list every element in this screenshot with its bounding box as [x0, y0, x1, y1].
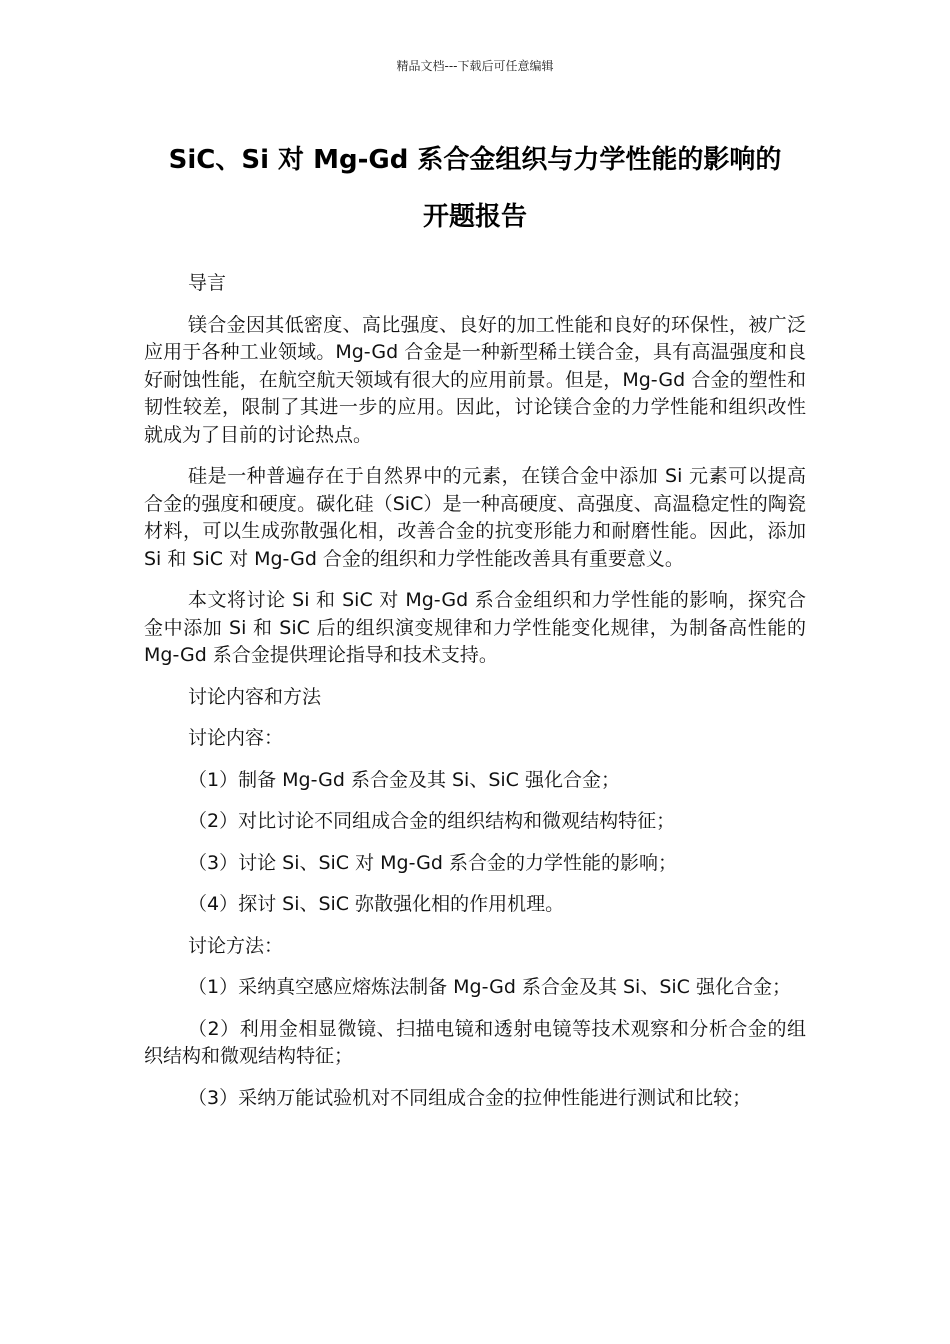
subheading-methods: 讨论方法：: [188, 934, 284, 957]
list-item: （1）制备 Mg-Gd 系合金及其 Si、SiC 强化合金；: [188, 768, 620, 791]
title-line-2: 开题报告: [422, 202, 527, 232]
body-paragraph: 硅是一种普遍存在于自然界中的元素，在镁合金中添加 Si 元素可以提高合金的强度和硬度。碳化硅（SiC）是一种高硬度、高强度、高温稳定性的陶瓷材料，可以生成弥散强化相，改善合金的抗变形能力和耐磨性能。因此，添加 Si 和 SiC 对 Mg-Gd 合金的组织和力学性能改善具有重要意义。: [144, 465, 806, 570]
page-header-note: 精品文档---下载后可任意编辑: [396, 59, 554, 73]
list-item: （2）利用金相显微镜、扫描电镜和透射电镜等技术观察和分析合金的组织结构和微观结构特征；: [144, 1017, 806, 1067]
list-item: （2）对比讨论不同组成合金的组织结构和微观结构特征；: [188, 810, 676, 832]
document-title: [120, 132, 830, 246]
list-item: （1）采纳真空感应熔炼法制备 Mg-Gd 系合金及其 Si、SiC 强化合金；: [188, 976, 791, 998]
section-heading-introduction: 导言: [188, 272, 227, 294]
section-heading-content-methods: 讨论内容和方法: [188, 685, 322, 708]
list-item: （3）采纳万能试验机对不同组成合金的拉伸性能进行测试和比较；: [188, 1086, 752, 1109]
title-line-1: SiC、Si 对 Mg-Gd 系合金组织与力学性能的影响的: [168, 145, 782, 175]
body-paragraph: 镁合金因其低密度、高比强度、良好的加工性能和良好的环保性，被广泛应用于各种工业领域。Mg-Gd 合金是一种新型稀土镁合金，具有高温强度和良好耐蚀性能，在航空航天领域有很大的应用前景。但是，Mg-Gd 合金的塑性和韧性较差，限制了其进一步的应用。因此，讨论镁合金的力学性能和组织改性就成为了目前的讨论热点。: [144, 313, 806, 446]
list-item: （3）讨论 Si、SiC 对 Mg-Gd 系合金的力学性能的影响；: [188, 851, 677, 874]
subheading-content: 讨论内容：: [188, 727, 284, 749]
list-item: （4）探讨 Si、SiC 弥散强化相的作用机理。: [188, 893, 565, 915]
document-body: [144, 270, 806, 1126]
body-paragraph: 本文将讨论 Si 和 SiC 对 Mg-Gd 系合金组织和力学性能的影响，探究合金中添加 Si 和 SiC 后的组织演变规律和力学性能变化规律，为制备高性能的 Mg-Gd 系合金提供理论指导和技术支持。: [144, 589, 806, 666]
